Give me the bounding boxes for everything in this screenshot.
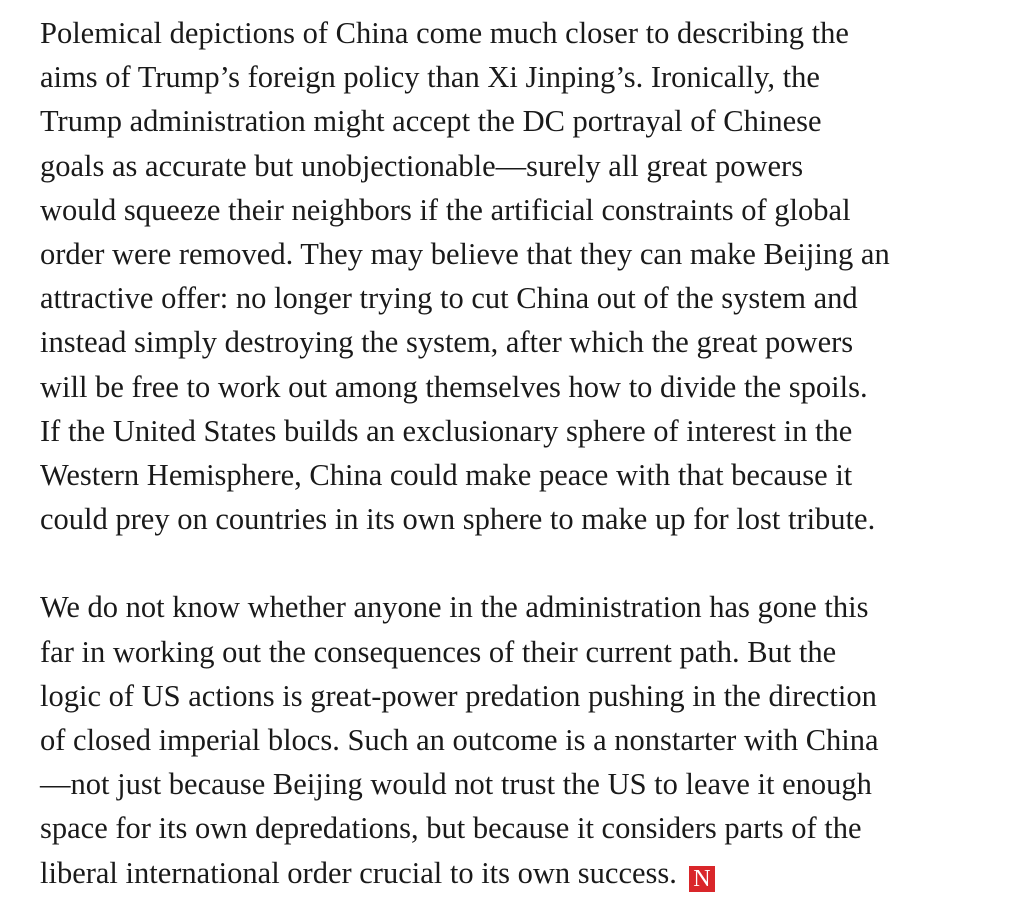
article-body — [40, 11, 1015, 895]
text-line: —not just because Beijing would not trust the US to leave it enough — [40, 767, 872, 802]
text-line: If the United States builds an exclusionary sphere of interest in the — [40, 413, 853, 448]
text-line: order were removed. They may believe that they can make Beijing an — [40, 237, 890, 272]
text-line: Western Hemisphere, China could make peace with that because it — [40, 458, 853, 493]
text-line: would squeeze their neighbors if the artificial constraints of global — [40, 192, 851, 227]
text-line: goals as accurate but unobjectionable—surely all great powers — [40, 148, 804, 183]
last-text-line — [40, 851, 1015, 895]
text-line: space for its own depredations, but because it considers parts of the — [40, 811, 862, 846]
text-line-content: liberal international order crucial to its own success. — [40, 855, 677, 890]
text-line: far in working out the consequences of their current path. But the — [40, 634, 837, 669]
text-line: will be free to work out among themselves how to divide the spoils. — [40, 369, 868, 404]
text-line: Trump administration might accept the DC portrayal of Chinese — [40, 104, 822, 139]
paragraph-1 — [40, 11, 1015, 541]
text-line: aims of Trump’s foreign policy than Xi Jinping’s. Ironically, the — [40, 60, 820, 95]
text-line: attractive offer: no longer trying to cut China out of the system and — [40, 281, 858, 316]
text-line: logic of US actions is great-power predation pushing in the direction — [40, 678, 877, 713]
text-line: instead simply destroying the system, after which the great powers — [40, 325, 854, 360]
text-line: of closed imperial blocs. Such an outcome is a nonstarter with China — [40, 723, 879, 758]
text-line: could prey on countries in its own sphere to make up for lost tribute. — [40, 502, 876, 537]
text-line: We do not know whether anyone in the administration has gone this — [40, 590, 869, 625]
paragraph-2 — [40, 585, 1015, 894]
end-of-article-mark-icon: N — [689, 866, 715, 892]
text-line: Polemical depictions of China come much closer to describing the — [40, 16, 849, 50]
